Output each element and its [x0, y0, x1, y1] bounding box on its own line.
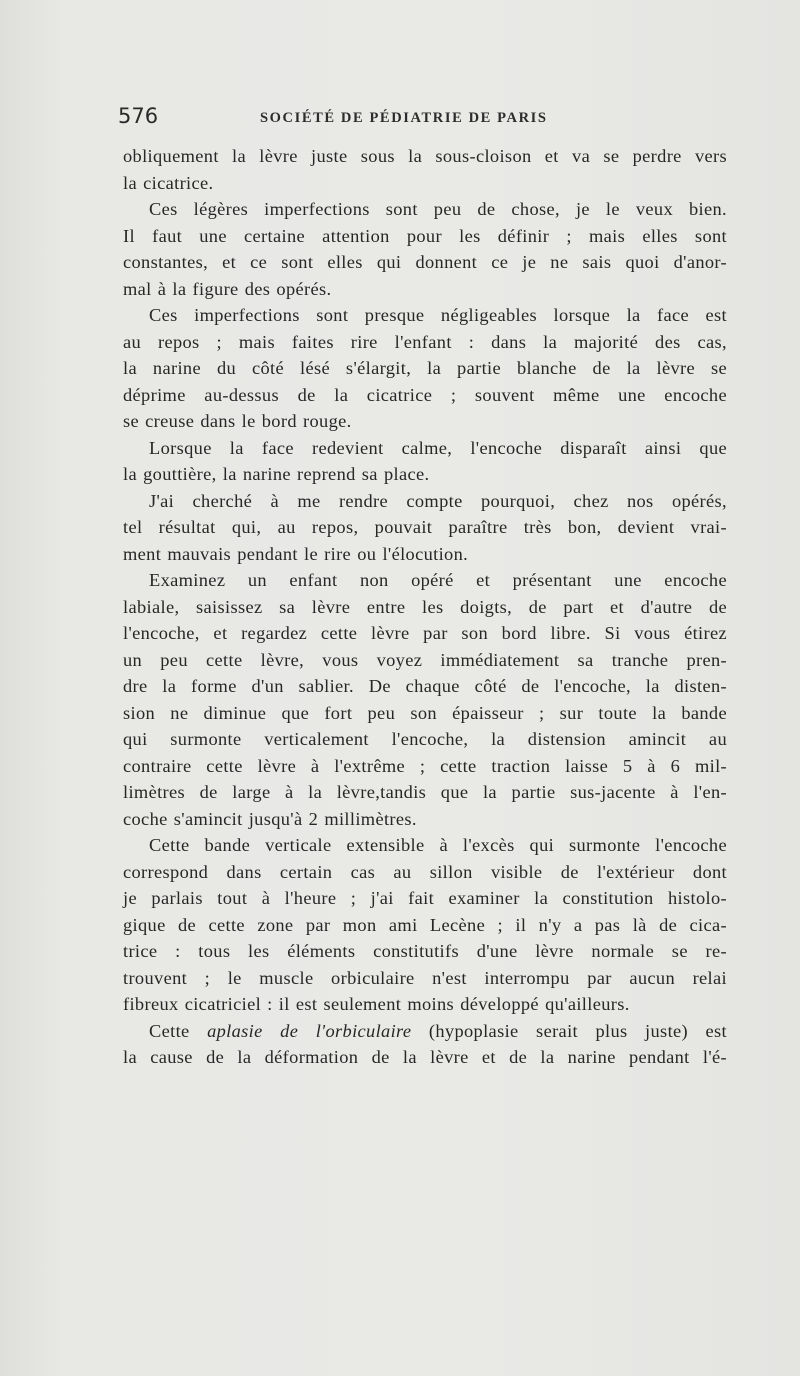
- text-line: Lorsque la face redevient calme, l'encoche disparaît ainsi que: [149, 437, 727, 458]
- text-line: Examinez un enfant non opéré et présentant une encoche: [149, 570, 727, 590]
- text-line: se creuse dans le bord rouge.: [123, 411, 352, 431]
- text-line: gique de cette zone par mon ami Lecène ; il n'y a pas là de cica-: [123, 914, 727, 935]
- text-line: dre la forme d'un sablier. De chaque côté de l'encoche, la disten-: [123, 676, 727, 696]
- text-line: J'ai cherché à me rendre compte pourquoi, chez nos opérés,: [149, 490, 727, 511]
- page-number: 576: [118, 104, 159, 128]
- text-line: limètres de large à la lèvre,tandis que la partie sus-jacente à l'en-: [123, 782, 727, 802]
- text-line: au repos ; mais faites rire l'enfant : dans la majorité des cas,: [123, 331, 727, 352]
- text-line: trice : tous les éléments constitutifs d'une lèvre normale se re-: [123, 941, 727, 961]
- italic-phrase: aplasie de l'orbiculaire: [207, 1020, 412, 1041]
- text-line: tel résultat qui, au repos, pouvait paraître très bon, devient vrai-: [123, 517, 727, 537]
- text-line: obliquement la lèvre juste sous la sous-cloison et va se perdre vers: [123, 146, 727, 166]
- text-line: déprime au-dessus de la cicatrice ; souvent même une encoche: [123, 384, 727, 405]
- text-line: labiale, saisissez sa lèvre entre les doigts, de part et d'autre de: [123, 596, 727, 617]
- text-line: Ces légères imperfections sont peu de chose, je le veux bien.: [149, 199, 727, 219]
- text-line: contraire cette lèvre à l'extrême ; cette traction laisse 5 à 6 mil-: [123, 755, 727, 776]
- body-text: [123, 143, 727, 1071]
- text-line: constantes, et ce sont elles qui donnent ce je ne sais quoi d'anor-: [123, 252, 727, 272]
- text-line: fibreux cicatriciel : il est seulement moins développé qu'ailleurs.: [123, 994, 630, 1014]
- text-line: qui surmonte verticalement l'encoche, la distension amincit au: [123, 729, 727, 749]
- text-line: ment mauvais pendant le rire ou l'élocution.: [123, 543, 469, 564]
- text-line: correspond dans certain cas au sillon visible de l'extérieur dont: [123, 861, 727, 882]
- text-line: la gouttière, la narine reprend sa place.: [123, 464, 430, 484]
- text-line: la narine du côté lésé s'élargit, la partie blanche de la lèvre se: [123, 358, 727, 378]
- page-header: [118, 104, 728, 132]
- text-line: je parlais tout à l'heure ; j'ai fait examiner la constitution histolo-: [123, 888, 727, 908]
- text-fragment: Cette: [149, 1020, 208, 1041]
- text-line: sion ne diminue que fort peu son épaisseur ; sur toute la bande: [123, 702, 727, 723]
- text-line: la cause de la déformation de la lèvre et de la narine pendant l'é-: [123, 1047, 727, 1067]
- text-line: Il faut une certaine attention pour les définir ; mais elles sont: [123, 225, 727, 246]
- running-title: SOCIÉTÉ DE PÉDIATRIE DE PARIS: [260, 110, 548, 126]
- text-line: coche s'amincit jusqu'à 2 millimètres.: [123, 808, 417, 829]
- text-line: l'encoche, et regardez cette lèvre par son bord libre. Si vous étirez: [123, 623, 727, 643]
- text-line: la cicatrice.: [123, 172, 214, 193]
- text-fragment: (hypoplasie serait plus juste) est: [411, 1020, 727, 1041]
- text-line: mal à la figure des opérés.: [123, 278, 332, 299]
- text-line: Ces imperfections sont presque négligeables lorsque la face est: [149, 305, 727, 325]
- text-line: Cette bande verticale extensible à l'excès qui surmonte l'encoche: [149, 835, 727, 855]
- text-line: trouvent ; le muscle orbiculaire n'est interrompu par aucun relai: [123, 967, 727, 988]
- text-line: un peu cette lèvre, vous voyez immédiatement sa tranche pren-: [123, 649, 727, 670]
- text-line-with-italic: [123, 1018, 727, 1045]
